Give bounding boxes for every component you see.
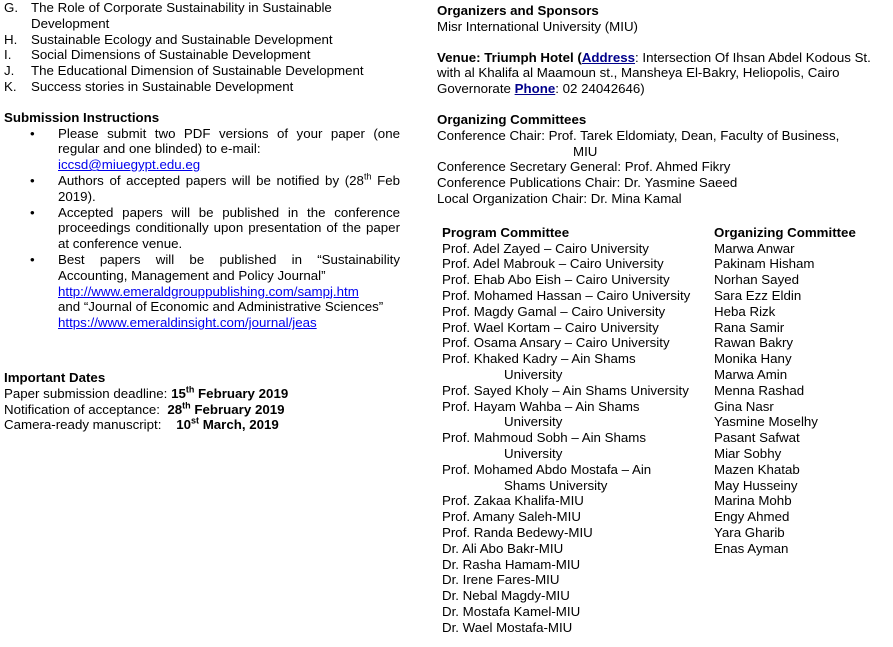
program-committee-heading: Program Committee [442,224,570,240]
member-name: Dr. Mostafa Kamel-MIU [442,603,581,619]
member-name: Prof. Zakaa Khalifa-MIU [442,493,584,509]
list-item: Rana Samir [714,319,785,335]
member-name: Prof. Mohamed Hassan – Cairo University [442,287,691,303]
member-name: Dr. Irene Fares-MIU [442,572,560,588]
date-ordinal: st [190,415,199,426]
bullet: • [30,172,35,188]
list-item: Menna Rashad [714,382,805,398]
list-item [442,288,714,304]
submission-item-text: Feb 2019). [58,172,400,204]
date-ordinal: th [185,384,195,395]
left-column [4,0,400,433]
list-item [442,304,714,320]
topic-item [4,47,400,63]
list-item: Marina Mohb [714,493,792,509]
list-item [442,351,714,383]
member-affiliation: University [504,366,563,382]
member-name: Dr. Ali Abo Bakr-MIU [442,540,564,556]
date-day: 28 [167,401,183,417]
submission-item-text: Accepted papers will be published in the conference proceedings conditionally upon presentation of the paper at conference venue. [58,204,400,252]
list-item [442,383,714,399]
date-label: Paper submission deadline: [4,385,172,401]
topics-list [4,0,400,95]
member-name: Dr. Wael Mostafa-MIU [442,619,573,635]
list-item: Yasmine Moselhy [714,414,818,430]
topic-letter: G. [4,0,19,15]
date-day: 10 [176,417,191,433]
publications-chair: Conference Publications Chair: Dr. Yasmine Saeed [437,175,738,191]
emerald-jeas-link[interactable]: https://www.emeraldinsight.com/journal/jeas [58,315,317,331]
dates-list [4,386,400,433]
list-item [4,126,400,173]
topic-text: Sustainable Ecology and Sustainable Development [31,31,333,47]
date-label: Notification of acceptance: [4,401,168,417]
member-name: Prof. Osama Ansary – Cairo University [442,335,670,351]
list-item [442,430,714,462]
member-name: Prof. Mahmoud Sobh – Ain Shams [442,430,646,446]
member-affiliation: University [504,414,563,430]
program-committee-list [442,241,714,636]
submission-item-text: and “Journal of Economic and Administrative Sciences” [58,299,384,315]
topic-letter: K. [4,78,17,94]
submission-item-text: Please submit two PDF versions of your paper (one regular and one blinded) to e-mail: [58,125,400,157]
member-name: Prof. Magdy Gamal – Cairo University [442,303,666,319]
submission-heading: Submission Instructions [4,109,160,125]
date-day: 15 [171,385,186,401]
list-item [442,335,714,351]
secretary-general: Conference Secretary General: Prof. Ahmed Fikry [437,159,731,175]
date-rest: February 2019 [194,385,289,401]
list-item [4,173,400,205]
list-item [442,493,714,509]
list-item [442,272,714,288]
date-row [4,402,400,418]
member-name: Prof. Mohamed Abdo Mostafa – Ain [442,461,652,477]
submission-list [4,126,400,331]
email-link[interactable]: iccsd@miuegypt.edu.eg [58,157,201,173]
organizing-committee [714,225,889,636]
member-name: Prof. Wael Kortam – Cairo University [442,319,659,335]
list-item [4,205,400,252]
topic-letter: I. [4,47,12,63]
list-item: Marwa Anwar [714,240,795,256]
list-item: Pasant Safwat [714,430,800,446]
superscript: th [363,171,372,182]
list-item: Yara Gharib [714,524,785,540]
bullet: • [30,125,35,141]
list-item: Mazen Khatab [714,461,800,477]
list-item: Miar Sobhy [714,445,782,461]
topic-text: Social Dimensions of Sustainable Development [31,47,311,63]
list-item: May Husseiny [714,477,798,493]
list-item: Engy Ahmed [714,509,790,525]
conference-chair: Conference Chair: Prof. Tarek Eldomiaty, Dean, Faculty of Business, [437,127,840,143]
right-column [437,0,889,635]
organizing-committee-list [714,241,889,557]
emerald-sampj-link[interactable]: http://www.emeraldgrouppublishing.com/sampj.htm [58,283,359,299]
list-item: Sara Ezz Eldin [714,287,802,303]
topic-text: The Educational Dimension of Sustainable Development [31,63,364,79]
topic-item [4,32,400,48]
list-item [442,557,714,573]
list-item [4,252,400,331]
organizer-name: Misr International University (MIU) [437,18,638,34]
list-item [442,399,714,431]
list-item: Monika Hany [714,351,792,367]
member-name: Prof. Amany Saleh-MIU [442,509,581,525]
member-name: Prof. Hayam Wahba – Ain Shams [442,398,640,414]
list-item [442,525,714,541]
submission-item-text: Best papers will be published in “Sustainability Accounting, Management and Policy Journal” [58,251,400,283]
list-item [442,509,714,525]
phone-link[interactable]: Phone [514,81,556,97]
member-name: Prof. Sayed Kholy – Ain Shams University [442,382,689,398]
topic-text: The Role of Corporate Sustainability in Sustainable Development [31,0,332,31]
list-item: Heba Rizk [714,303,776,319]
conference-chair-affiliation: MIU [573,143,598,159]
list-item: Marwa Amin [714,366,788,382]
date-label: Camera-ready manuscript: [4,417,177,433]
organizing-committee-heading: Organizing Committee [714,224,856,240]
committees-table [437,225,889,636]
list-item [442,604,714,620]
member-name: Prof. Randa Bedewy-MIU [442,524,593,540]
list-item [442,241,714,257]
list-item: Pakinam Hisham [714,256,815,272]
organizers-heading: Organizers and Sponsors [437,3,599,18]
member-affiliation: University [504,445,563,461]
venue-paren: ( [573,49,582,65]
date-ordinal: th [182,400,191,411]
list-item [442,541,714,557]
list-item [442,256,714,272]
bullet: • [30,204,35,220]
venue-address: : Intersection Of Ihsan Abdel Kodous St. with al Khalifa al Maamoun st., Mansheya El-Bakry, Heliopolis, Cairo Governorate [437,49,871,97]
topic-item [4,63,400,79]
list-item [442,588,714,604]
list-item: Norhan Sayed [714,272,800,288]
list-item: Rawan Bakry [714,335,794,351]
address-link[interactable]: Address [581,49,636,65]
list-item [442,462,714,494]
program-committee [437,225,714,636]
member-name: Dr. Rasha Hamam-MIU [442,556,581,572]
venue-block [437,50,889,97]
topic-text: Success stories in Sustainable Development [31,78,294,94]
date-row [4,417,400,433]
topic-letter: H. [4,31,18,47]
dates-heading: Important Dates [4,369,106,385]
member-name: Prof. Khaked Kadry – Ain Shams [442,351,636,367]
list-item [442,572,714,588]
venue-phone: : 02 24042646) [555,81,645,97]
organizing-committees-heading: Organizing Committees [437,111,587,127]
local-organization-chair: Local Organization Chair: Dr. Mina Kamal [437,190,682,206]
date-rest: March, 2019 [199,417,279,433]
list-item [442,620,714,636]
member-name: Prof. Adel Mabrouk – Cairo University [442,256,664,272]
submission-item-text: Authors of accepted papers will be notified by (28 [58,172,364,188]
list-item: Enas Ayman [714,540,789,556]
list-item: Gina Nasr [714,398,774,414]
date-row [4,386,400,402]
member-name: Prof. Adel Zayed – Cairo University [442,240,649,256]
member-name: Prof. Ehab Abo Eish – Cairo University [442,272,670,288]
topic-letter: J. [4,63,15,79]
bullet: • [30,251,35,267]
member-name: Dr. Nebal Magdy-MIU [442,588,570,604]
topic-item [4,0,400,32]
date-rest: February 2019 [190,401,285,417]
topic-item [4,79,400,95]
venue-label: Venue: Triumph Hotel [437,49,574,65]
member-affiliation: Shams University [504,477,608,493]
list-item [442,320,714,336]
